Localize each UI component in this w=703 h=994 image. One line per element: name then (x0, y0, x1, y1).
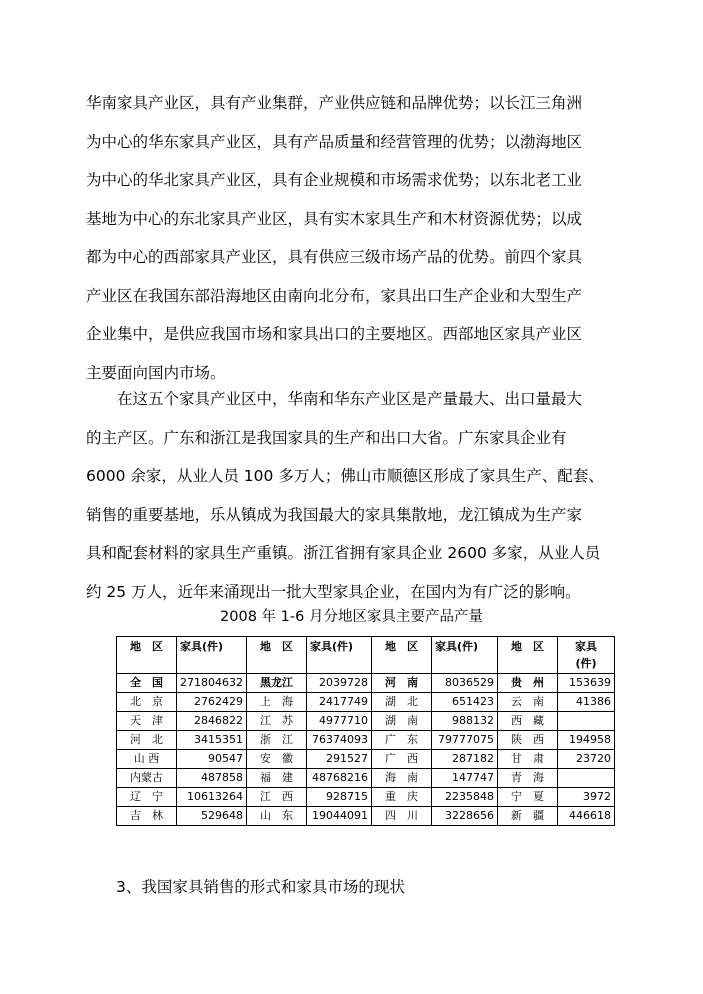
region-cell: 黑龙江 (247, 674, 307, 693)
region-cell: 山 西 (117, 750, 177, 769)
table-row (117, 750, 615, 769)
furniture-count-cell: 3415351 (177, 731, 247, 750)
paragraph-main-production-areas (86, 380, 631, 611)
table-row (117, 693, 615, 712)
table-header-row (117, 637, 615, 674)
furniture-count-cell: 76374093 (307, 731, 372, 750)
region-cell: 内蒙古 (117, 769, 177, 788)
table-row (117, 674, 615, 693)
furniture-count-cell: 3972 (558, 788, 615, 807)
region-cell: 湖 北 (372, 693, 432, 712)
furniture-count-cell: 41386 (558, 693, 615, 712)
text-line: 为中心的华东家具产业区，具有产品质量和经营管理的优势；以渤海地区 (86, 132, 583, 151)
text-line: 约 25 万人，近年来涌现出一批大型家具企业，在国内为有广泛的影响。 (86, 582, 581, 601)
region-cell: 江 西 (247, 788, 307, 807)
header-region: 地 区 (498, 637, 558, 674)
furniture-count-cell: 988132 (432, 712, 498, 731)
region-cell: 河 南 (372, 674, 432, 693)
region-cell: 全 国 (117, 674, 177, 693)
header-region: 地 区 (247, 637, 307, 674)
header-furniture: 家具(件) (177, 637, 247, 674)
region-cell: 广 东 (372, 731, 432, 750)
furniture-count-cell: 2235848 (432, 788, 498, 807)
region-cell: 云 南 (498, 693, 558, 712)
furniture-count-cell: 271804632 (177, 674, 247, 693)
furniture-output-table (116, 636, 615, 826)
table-body (117, 674, 615, 826)
text-line: 为中心的华北家具产业区，具有企业规模和市场需求优势；以东北老工业 (86, 171, 583, 189)
region-cell: 海 南 (372, 769, 432, 788)
table-row (117, 731, 615, 750)
table-row (117, 712, 615, 731)
furniture-count-cell: 90547 (177, 750, 247, 769)
region-cell: 江 苏 (247, 712, 307, 731)
text-line: 企业集中，是供应我国市场和家具出口的主要地区。西部地区家具产业区 (86, 325, 583, 343)
paragraph-industry-regions (86, 84, 631, 392)
header-furniture: 家具(件) (432, 637, 498, 674)
furniture-count-cell: 23720 (558, 750, 615, 769)
furniture-count-cell: 529648 (177, 807, 247, 826)
text-line: 基地为中心的东北家具产业区，具有实木家具生产和木材资源优势；以成 (86, 209, 583, 228)
furniture-count-cell: 153639 (558, 674, 615, 693)
header-furniture-unit: (件) (575, 657, 597, 670)
text-line: 主要面向国内市场。 (86, 363, 226, 382)
header-region: 地 区 (117, 637, 177, 674)
furniture-count-cell: 291527 (307, 750, 372, 769)
text-line: 6000 余家，从业人员 100 多万人；佛山市顺德区形成了家具生产、配套、 (86, 467, 604, 485)
text-line: 华南家具产业区，具有产业集群，产业供应链和品牌优势；以长江三角洲 (86, 94, 583, 112)
region-cell: 浙 江 (247, 731, 307, 750)
section-heading: 3、我国家具销售的形式和家具市场的现状 (116, 878, 405, 896)
furniture-count-cell: 446618 (558, 807, 615, 826)
header-region: 地 区 (372, 637, 432, 674)
region-cell: 重 庆 (372, 788, 432, 807)
furniture-count-cell: 147747 (432, 769, 498, 788)
region-cell: 贵 州 (498, 674, 558, 693)
furniture-count-cell: 194958 (558, 731, 615, 750)
furniture-count-cell: 48768216 (307, 769, 372, 788)
region-cell: 青 海 (498, 769, 558, 788)
furniture-count-cell: 19044091 (307, 807, 372, 826)
furniture-count-cell: 4977710 (307, 712, 372, 731)
furniture-count-cell: 651423 (432, 693, 498, 712)
table-row (117, 807, 615, 826)
region-cell: 福 建 (247, 769, 307, 788)
furniture-count-cell: 2762429 (177, 693, 247, 712)
furniture-count-cell: 2846822 (177, 712, 247, 731)
furniture-count-cell: 487858 (177, 769, 247, 788)
text-line: 都为中心的西部家具产业区，具有供应三级市场产品的优势。前四个家具 (86, 248, 583, 266)
furniture-count-cell: 8036529 (432, 674, 498, 693)
region-cell: 西 藏 (498, 712, 558, 731)
region-cell: 湖 南 (372, 712, 432, 731)
region-cell: 北 京 (117, 693, 177, 712)
furniture-count-cell (558, 712, 615, 731)
region-cell: 河 北 (117, 731, 177, 750)
region-cell: 甘 肃 (498, 750, 558, 769)
furniture-count-cell: 928715 (307, 788, 372, 807)
furniture-count-cell: 287182 (432, 750, 498, 769)
table-caption: 2008 年 1-6 月分地区家具主要产品产量 (220, 609, 483, 625)
furniture-count-cell: 2039728 (307, 674, 372, 693)
table-row (117, 769, 615, 788)
region-cell: 宁 夏 (498, 788, 558, 807)
region-cell: 吉 林 (117, 807, 177, 826)
text-line: 具和配套材料的家具生产重镇。浙江省拥有家具企业 2600 多家，从业人员 (86, 544, 601, 562)
region-cell: 广 西 (372, 750, 432, 769)
region-cell: 四 川 (372, 807, 432, 826)
text-line: 在这五个家具产业区中，华南和华东产业区是产量最大、出口量最大 (117, 390, 583, 408)
region-cell: 辽 宁 (117, 788, 177, 807)
header-furniture-label: 家具 (575, 640, 597, 653)
text-line: 销售的重要基地，乐从镇成为我国最大的家具集散地，龙江镇成为生产家 (86, 505, 583, 524)
furniture-count-cell: 3228656 (432, 807, 498, 826)
furniture-count-cell: 10613264 (177, 788, 247, 807)
region-cell: 安 徽 (247, 750, 307, 769)
region-cell: 陕 西 (498, 731, 558, 750)
header-furniture: 家具(件) (307, 637, 372, 674)
table-row (117, 788, 615, 807)
region-cell: 上 海 (247, 693, 307, 712)
text-line: 产业区在我国东部沿海地区由南向北分布，家具出口生产企业和大型生产 (86, 286, 583, 305)
header-furniture (558, 637, 615, 674)
region-cell: 山 东 (247, 807, 307, 826)
furniture-count-cell: 2417749 (307, 693, 372, 712)
region-cell: 天 津 (117, 712, 177, 731)
furniture-count-cell (558, 769, 615, 788)
text-line: 的主产区。广东和浙江是我国家具的生产和出口大省。广东家具企业有 (86, 428, 567, 447)
furniture-count-cell: 79777075 (432, 731, 498, 750)
region-cell: 新 疆 (498, 807, 558, 826)
